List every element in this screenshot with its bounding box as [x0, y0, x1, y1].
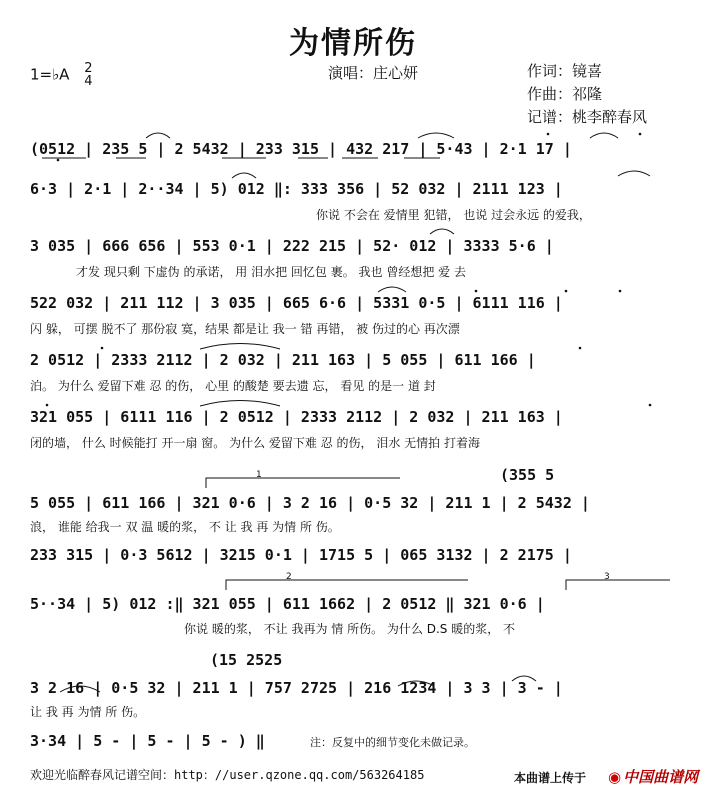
lyric-line-1: 你说 不会在 爱情里 犯错， 也说 过会永远 的爱我，: [316, 208, 591, 222]
score-row-5: 2 0512 | 2333 2112 | 2 032 | 211 163 | 5 055 | 611 166 |: [30, 351, 536, 369]
score-row-8: 233 315 | 0·3 5612 | 3215 0·1 | 1715 5 | 065 3132 | 2 2175 |: [30, 546, 572, 564]
score-row-6: 321 055 | 6111 116 | 2 0512 | 2333 2112 | 2 032 | 211 163 |: [30, 408, 563, 426]
score-extra-1: (355 5: [500, 466, 555, 484]
site-logo: [608, 766, 698, 787]
volta-1-label: 1: [256, 470, 262, 480]
score-row-10: 3 2 16 | 0·5 32 | 211 1 | 757 2725 | 216 1234 | 3 3 | 3 - |: [30, 679, 563, 697]
volta-2-label: 2: [286, 572, 292, 582]
time-top: 2: [84, 61, 93, 76]
lyric-line-3: 闪 躲， 可摆 脱不了 那份寂 寞，结果 都是让 我一 错 再错， 被 伤过的心 再次漂: [30, 322, 460, 336]
site-name: 中国曲谱网: [623, 768, 699, 786]
lyric-line-8: 让 我 再 为情 所 伤。: [30, 705, 146, 719]
transcription-note: 注：反复中的细节变化未做记录。: [310, 736, 475, 749]
lyric-line-2: 才发 现只剩 下虚伪 的承诺， 用 泪水把 回忆包 裹。 我也 曾经想把 爱 去: [76, 265, 466, 279]
score-row-2: 6·3 | 2·1 | 2··34 | 5) 012 ‖: 333 356 | 52 032 | 2111 123 |: [30, 180, 563, 198]
score-row-11: 3·34 | 5 - | 5 - | 5 - ) ‖: [30, 732, 265, 750]
lyric-line-6: 浪， 谁能 给我一 双 温 暖的浆， 不 让 我 再 为情 所 伤。: [30, 520, 340, 534]
score-row-7: 5 055 | 611 166 | 321 0·6 | 3 2 16 | 0·5 32 | 211 1 | 2 5432 |: [30, 494, 590, 512]
key-label: 1=♭A: [30, 65, 70, 84]
score-row-1: (0512 | 235 5 | 2 5432 | 233 315 | 432 217 | 5·43 | 2·1 17 |: [30, 140, 572, 158]
score-row-9: 5··34 | 5) 012 :‖ 321 055 | 611 1662 | 2 0512 ‖ 321 0·6 |: [30, 595, 545, 613]
time-bottom: 4: [84, 74, 93, 89]
score-row-4: 522 032 | 211 112 | 3 035 | 665 6·6 | 5331 0·5 | 6111 116 |: [30, 294, 563, 312]
lyric-line-4: 泊。 为什么 爱留下难 忍 的伤， 心里 的酸楚 要去遗 忘， 看见 的是一 道 封: [30, 379, 436, 393]
lyric-line-5: 闭的墙， 什么 时候能打 开一扇 窗。 为什么 爱留下难 忍 的伤， 泪水 无情拍 打着海: [30, 436, 480, 450]
site-logo-icon: ◉: [608, 768, 622, 786]
upload-label: 本曲谱上传于: [514, 771, 587, 785]
lyric-line-7: 你说 暖的浆， 不让 我再为 情 所伤。 为什么 D.S 暖的浆， 不: [184, 622, 516, 636]
composer-credit: 作曲：祁隆: [527, 85, 603, 103]
volta-3-label: 3: [604, 572, 610, 582]
singer-credit: 演唱：庄心妍: [328, 64, 419, 82]
welcome-footer: 欢迎光临醉春风记谱空间：http：//user.qzone.qq.com/563264185: [30, 768, 425, 782]
transcriber-credit: 记谱：桃李醉春风: [527, 108, 648, 126]
score-extra-2: (15 2525: [210, 651, 283, 669]
lyricist-credit: 作词：镜喜: [527, 62, 603, 80]
score-row-3: 3 035 | 666 656 | 553 0·1 | 222 215 | 52· 012 | 3333 5·6 |: [30, 237, 554, 255]
page-title: 为情所伤: [289, 26, 417, 61]
